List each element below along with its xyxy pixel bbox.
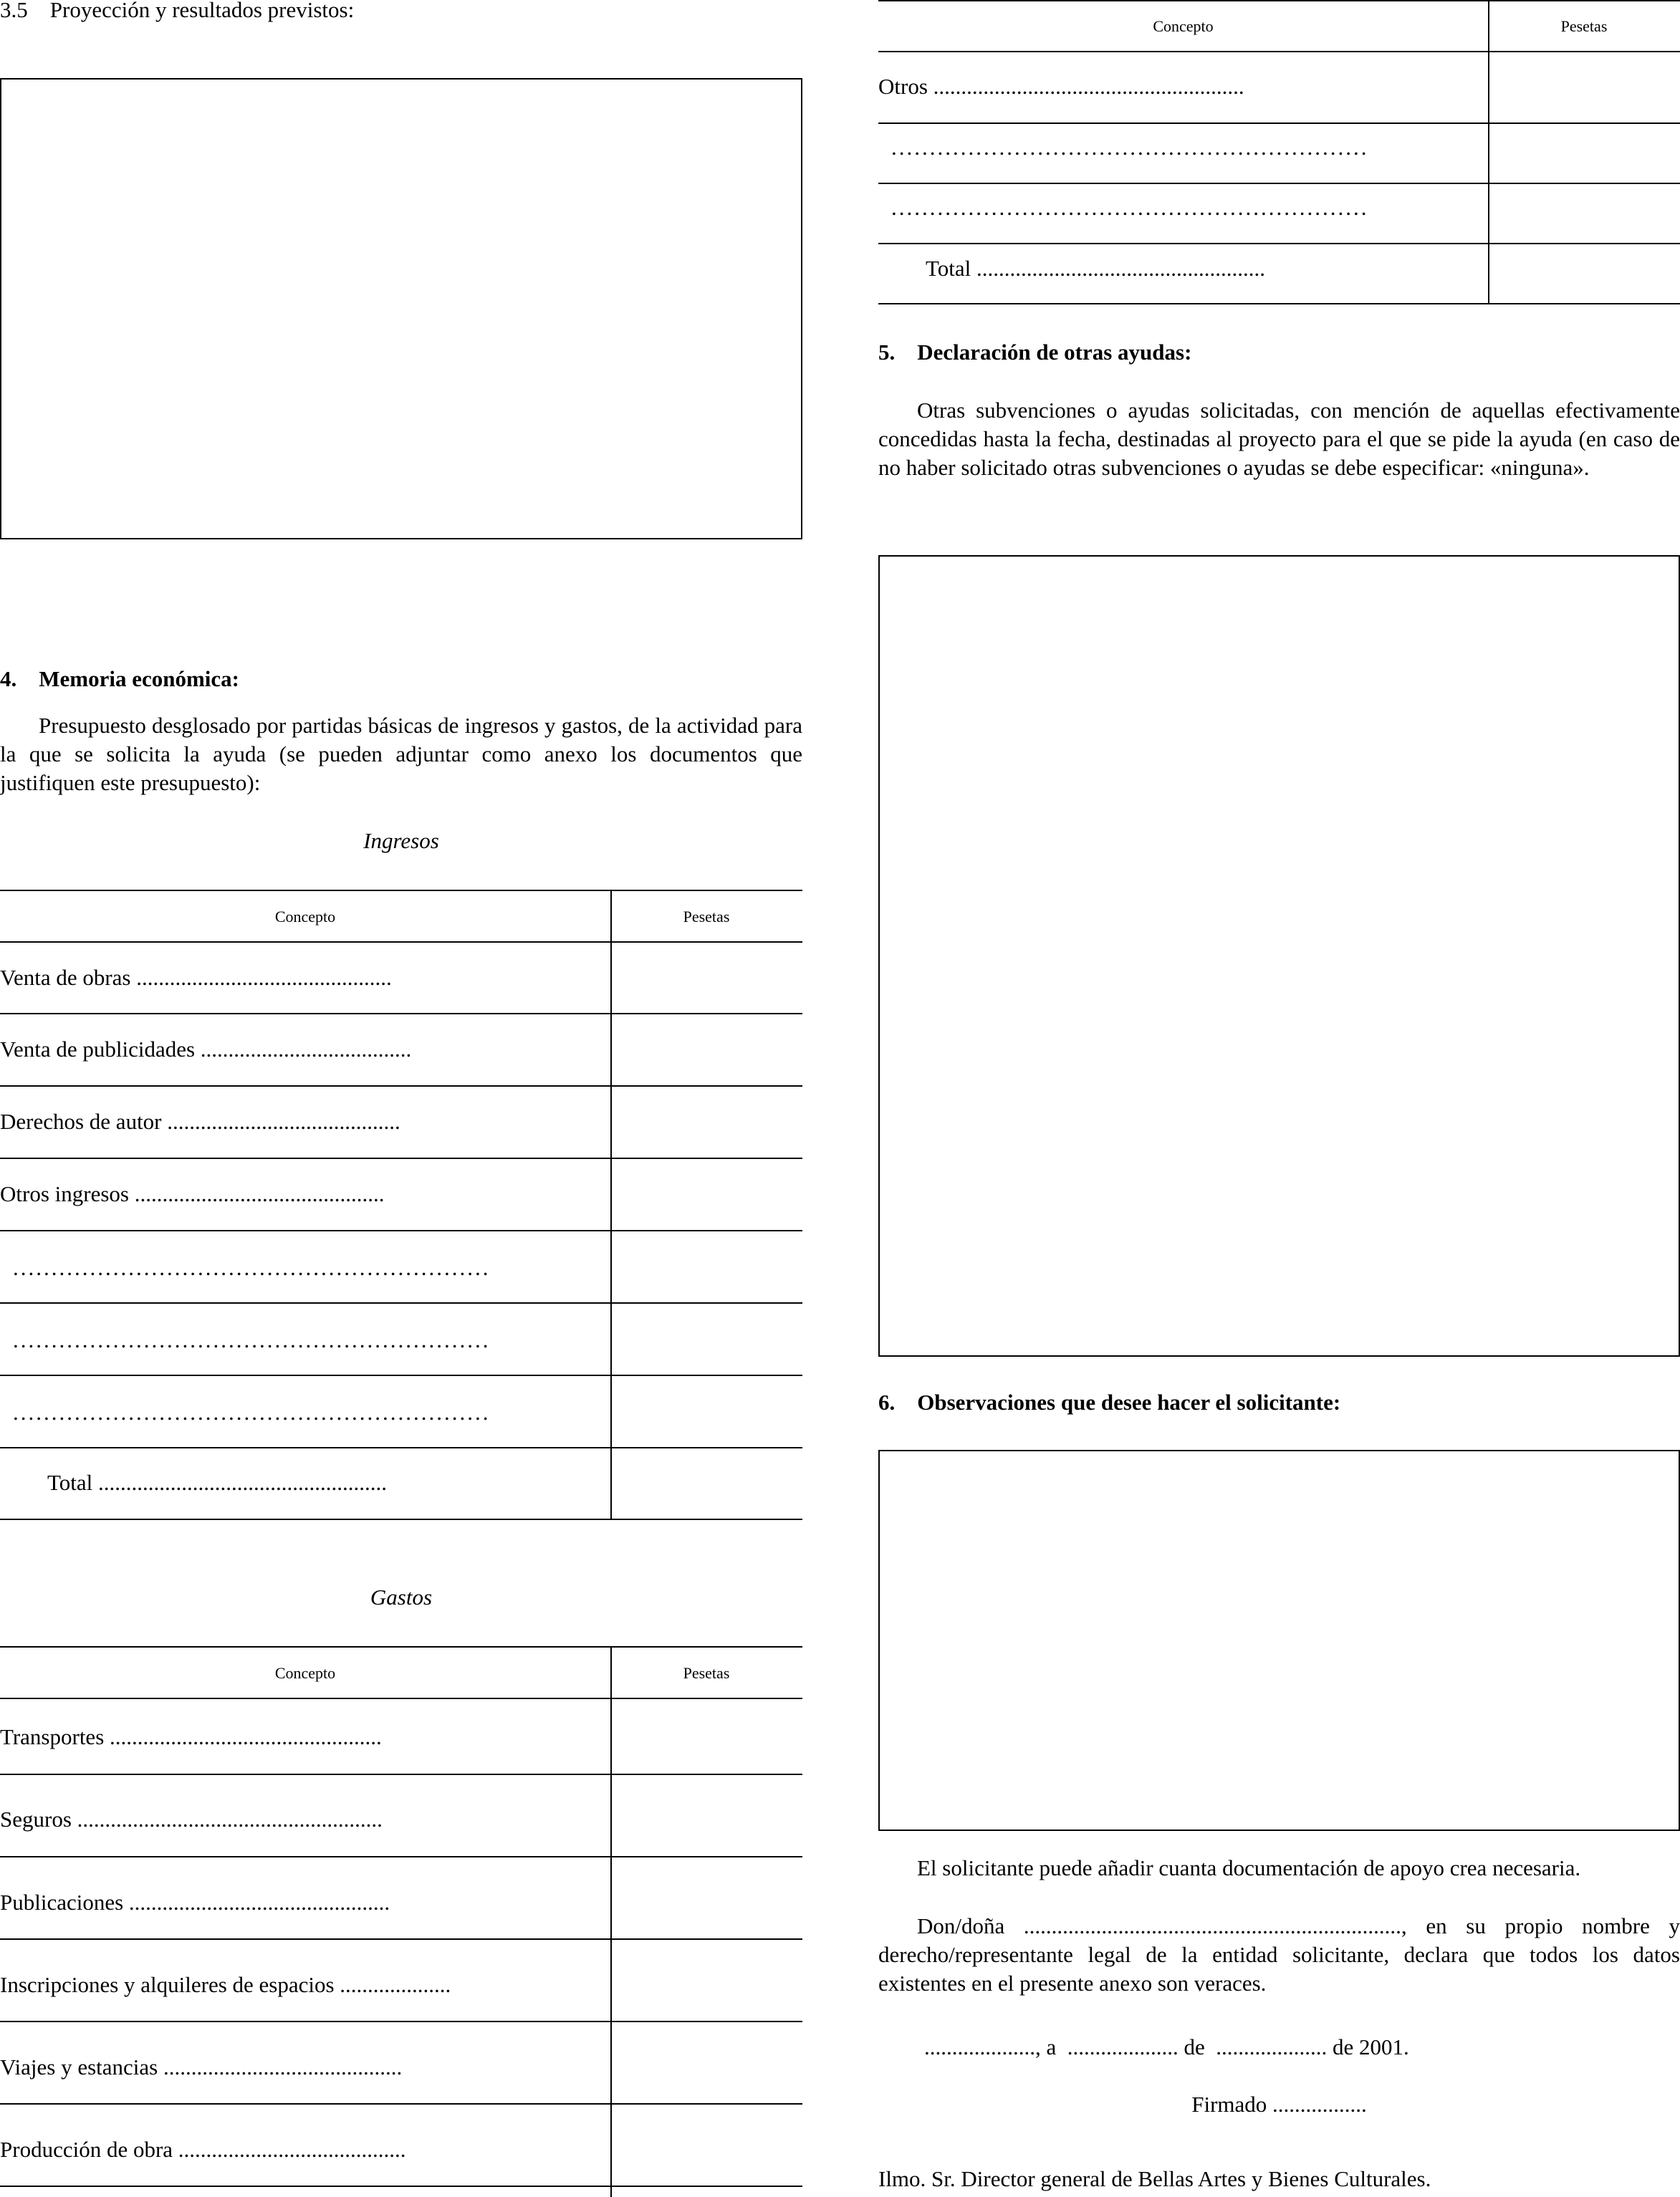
section-4-heading: 4. Memoria económica: [0, 666, 239, 691]
gastos-col-concepto: Concepto [274, 1664, 336, 1682]
section-5-text: Otras subvenciones o ayudas solicitadas, con mención de aquellas efectivamente concedidas hasta la fecha, destinadas al proyecto para el que se pide la ayuda (en caso de no haber solicitado otras subvenciones o ayudas se debe especificar: «ninguna». [878, 398, 1680, 480]
ingresos-row-venta-publicidades: Venta de publicidades ...................................... [0, 1037, 412, 1062]
section-3-5-title: Proyección y resultados previstos: [49, 0, 355, 22]
observations-box[interactable] [878, 1450, 1680, 1831]
ingresos-row-derechos-autor: Derechos de autor .......................................... [0, 1109, 400, 1134]
section-6-heading: 6. Observaciones que desee hacer el solicitante: [878, 1390, 1341, 1415]
date-line: ...................., a .................... de .................... de 2001. [924, 2034, 1409, 2059]
closing-p1: El solicitante puede añadir cuanta documentación de apoyo crea necesaria. [917, 1855, 1581, 1880]
other-aid-box[interactable] [878, 555, 1680, 1357]
gastos-cont-row-blank-2: .............................................................. [891, 195, 1369, 220]
section-3-5-number: 3.5 [0, 0, 28, 22]
section-4-intro: Presupuesto desglosado por partidas básicas de ingresos y gastos, de la actividad para la que se solicita la ayuda (se pueden adjuntar como anexo los documentos que justifiquen este presupuesto): [0, 713, 802, 795]
projection-results-box[interactable] [0, 78, 802, 539]
gastos-row-produccion: Producción de obra ......................................... [0, 2137, 406, 2162]
ingresos-row-blank-2: .............................................................. [13, 1327, 491, 1352]
section-3-5-heading [0, 0, 354, 24]
ingresos-row-otros-ingresos: Otros ingresos ............................................. [0, 1181, 385, 1206]
ingresos-row-blank-1: .............................................................. [13, 1255, 491, 1280]
gastos-col-pesetas: Pesetas [683, 1664, 730, 1682]
gastos-row-inscripciones: Inscripciones y alquileres de espacios .................... [0, 1972, 451, 1997]
addressee: Ilmo. Sr. Director general de Bellas Artes y Bienes Culturales. [878, 2166, 1431, 2191]
gastos-cont-col-concepto: Concepto [1153, 17, 1214, 35]
gastos-row-seguros: Seguros ....................................................... [0, 1807, 383, 1832]
ingresos-title: Ingresos [363, 828, 439, 853]
section-5-heading: 5. Declaración de otras ayudas: [878, 340, 1192, 365]
signature-line: Firmado ................. [1191, 2092, 1367, 2117]
ingresos-row-venta-obras: Venta de obras .............................................. [0, 965, 392, 990]
gastos-cont-col-pesetas: Pesetas [1560, 17, 1608, 35]
gastos-row-viajes: Viajes y estancias ........................................... [0, 2054, 403, 2080]
gastos-cont-row-total: Total .................................................... [926, 256, 1266, 281]
closing-p2: Don/doña ...................................................................., en su propio nombre y derecho/representante legal de la entidad solicitante, declara que todos los datos existentes en el presente anexo son veraces. [878, 1913, 1680, 1996]
gastos-title: Gastos [370, 1585, 433, 1610]
ingresos-col-pesetas: Pesetas [683, 908, 730, 926]
ingresos-row-total: Total .................................................... [47, 1470, 388, 1495]
gastos-row-publicaciones: Publicaciones ............................................... [0, 1890, 390, 1915]
gastos-row-transportes: Transportes ................................................. [0, 1724, 382, 1749]
ingresos-col-concepto: Concepto [274, 908, 336, 926]
gastos-cont-row-otros: Otros ........................................................ [878, 74, 1244, 99]
ingresos-row-blank-3: .............................................................. [13, 1400, 491, 1425]
gastos-cont-row-blank-1: .............................................................. [891, 135, 1369, 160]
